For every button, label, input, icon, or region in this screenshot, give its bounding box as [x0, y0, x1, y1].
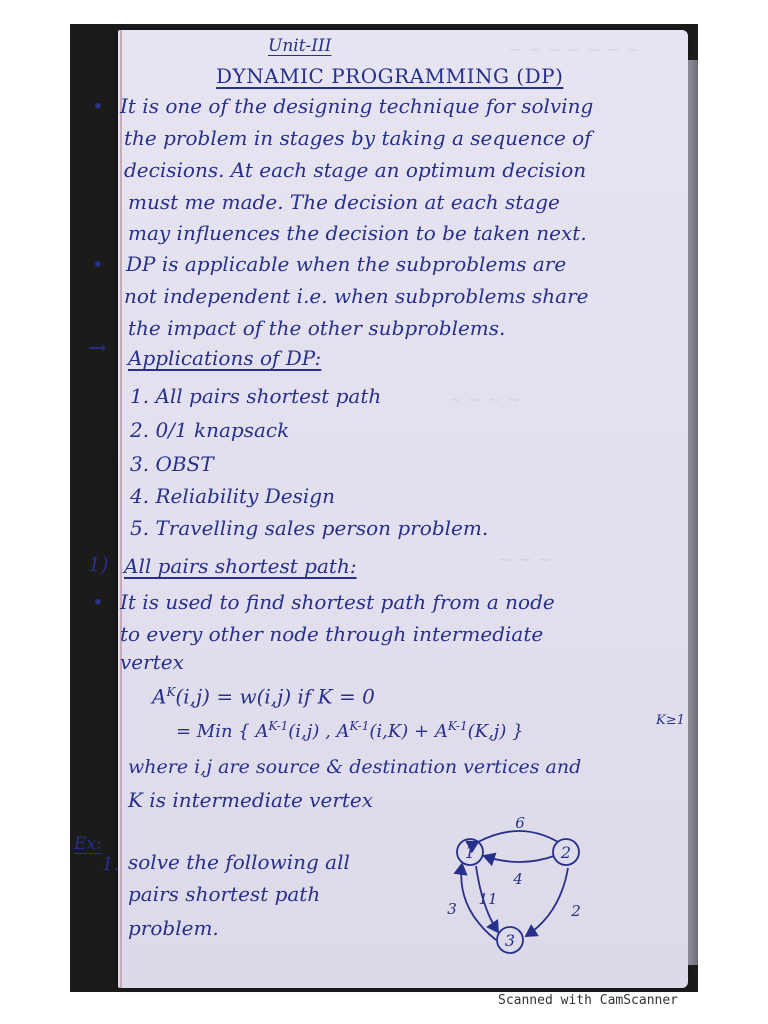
- intro-line: may influences the decision to be taken next.: [128, 221, 587, 245]
- edge-1-2: [478, 831, 558, 842]
- where-line: where i,j are source & destination vertices and: [128, 756, 582, 778]
- formula-text: (i,K) + A: [369, 721, 448, 742]
- application-item: 1. All pairs shortest path: [130, 384, 382, 408]
- edge-weight: 3: [447, 900, 457, 918]
- formula-base-case: [152, 686, 375, 707]
- node-label: 2: [560, 843, 572, 862]
- edge-weight: 6: [515, 814, 525, 832]
- formula-superscript: K-1: [349, 719, 370, 733]
- bleed-through: ~ ~ ~ ~: [448, 390, 522, 410]
- bleed-through: ~ ~ ~ ~ ~ ~ ~: [508, 40, 641, 60]
- formula-recurrence: [176, 720, 524, 741]
- formula-superscript: K-1: [447, 719, 468, 733]
- edge-weight: 11: [478, 890, 498, 908]
- intro-line: DP is applicable when the subproblems are: [126, 252, 567, 276]
- formula-superscript: K: [166, 685, 176, 699]
- where-line: K is intermediate vertex: [128, 788, 374, 812]
- edge-weight: 4: [513, 870, 523, 888]
- formula-text: (i,j) = w(i,j) if K = 0: [175, 684, 375, 709]
- edge-2-3: [526, 868, 568, 936]
- section-line: vertex: [120, 650, 184, 674]
- formula-symbol: A: [152, 684, 167, 709]
- formula-text: = Min { A: [176, 721, 269, 742]
- section-line: to every other node through intermediate: [120, 622, 544, 646]
- formula-text: (K,j) }: [467, 721, 524, 742]
- section-line: It is used to find shortest path from a node: [120, 590, 555, 614]
- scanner-watermark: Scanned with CamScanner: [498, 993, 679, 1008]
- node-label: 1: [464, 843, 476, 862]
- example-label: Ex:: [74, 834, 102, 854]
- intro-line: the problem in stages by taking a sequence of: [124, 126, 592, 150]
- application-item: 5. Travelling sales person problem.: [130, 516, 489, 540]
- bleed-through: ~ ~ ~: [498, 550, 552, 570]
- example-line: pairs shortest path: [128, 882, 321, 906]
- node-label: 3: [504, 931, 516, 950]
- formula-condition: K≥1: [656, 713, 685, 728]
- intro-line: It is one of the designing technique for solving: [120, 94, 594, 118]
- notebook-page: [74, 30, 688, 988]
- bullet-dot: •: [92, 252, 104, 276]
- section-heading: All pairs shortest path:: [124, 554, 357, 578]
- formula-superscript: K-1: [268, 719, 289, 733]
- application-item: 4. Reliability Design: [130, 484, 335, 508]
- application-item: 3. OBST: [130, 452, 214, 476]
- unit-label: Unit-III: [268, 36, 332, 56]
- example-line: problem.: [128, 916, 219, 940]
- example-number: 1.: [102, 854, 120, 875]
- bullet-dot: •: [92, 590, 104, 614]
- section-number: 1): [88, 552, 109, 576]
- intro-line: decisions. At each stage an optimum decision: [124, 158, 587, 182]
- bullet-dot: •: [92, 94, 104, 118]
- application-item: 2. 0/1 knapsack: [130, 418, 290, 442]
- margin-line: [120, 30, 122, 988]
- intro-line: must me made. The decision at each stage: [128, 190, 560, 214]
- page-title: DYNAMIC PROGRAMMING (DP): [216, 64, 564, 88]
- edge-weight: 2: [571, 902, 581, 920]
- formula-text: (i,j) , A: [288, 721, 350, 742]
- applications-heading: Applications of DP:: [128, 346, 322, 370]
- graph-diagram: [430, 808, 600, 958]
- edge-2-1: [484, 856, 554, 862]
- example-line: solve the following all: [128, 850, 350, 874]
- intro-line: not independent i.e. when subproblems share: [124, 284, 589, 308]
- intro-line: the impact of the other subproblems.: [128, 316, 506, 340]
- arrow-icon: →: [88, 336, 107, 361]
